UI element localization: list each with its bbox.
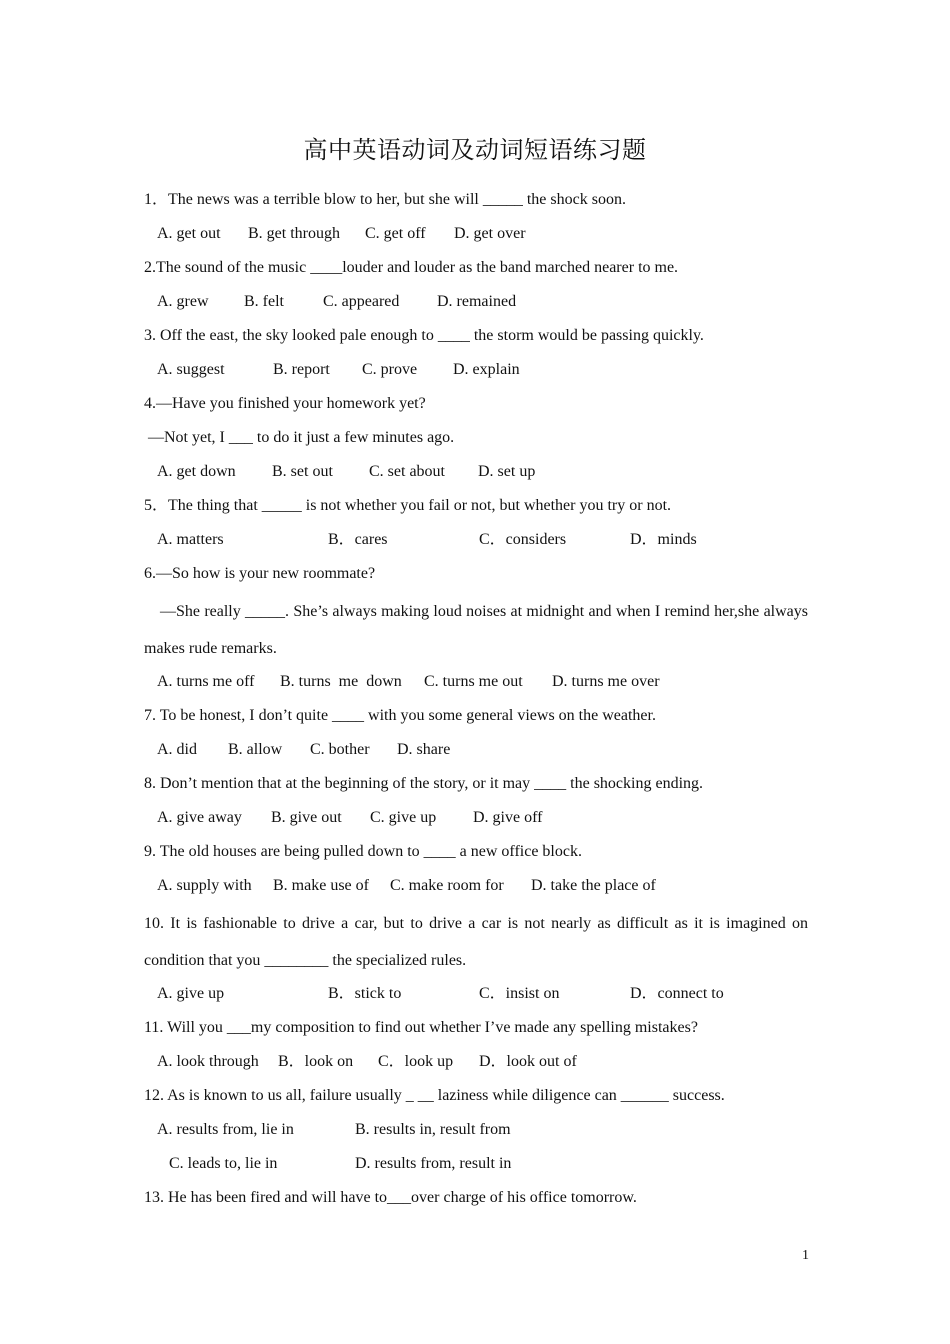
question-9-options [144, 871, 808, 905]
q6-option-d: D. turns me over [552, 673, 660, 690]
q11-option-b: B．look on [278, 1053, 354, 1070]
q9-option-b: B. make use of [273, 877, 369, 894]
q2-option-d: D. remained [437, 293, 517, 310]
question-6-stem: 6.—So how is your new roommate? [144, 565, 376, 582]
question-list [144, 185, 808, 1217]
q11-option-d: D．look out of [479, 1053, 577, 1070]
question-12-stem: 12. As is known to us all, failure usually _ __ laziness while diligence can ______ success. [144, 1087, 725, 1104]
q10-option-c: C．insist on [479, 985, 560, 1002]
q4-option-a: A. get down [157, 463, 236, 480]
question-7-stem: 7. To be honest, I don’t quite ____ with you some general views on the weather. [144, 707, 656, 724]
q11-option-c: C．look up [378, 1053, 454, 1070]
q7-option-c: C. bother [310, 741, 370, 758]
question-12-options-row1 [144, 1115, 808, 1149]
q12-option-c: C. leads to, lie in [169, 1155, 278, 1172]
question-5-options [144, 525, 808, 559]
page-title: 高中英语动词及动词短语练习题 [303, 136, 647, 164]
q6-option-b: B. turns me down [280, 673, 402, 690]
q3-option-a: A. suggest [157, 361, 225, 378]
question-7-options [144, 735, 808, 769]
q6-option-c: C. turns me out [424, 673, 523, 690]
q10-option-d: D．connect to [630, 985, 724, 1002]
q9-option-a: A. supply with [157, 877, 252, 894]
q4-option-c: C. set about [369, 463, 445, 480]
q10-option-a: A. give up [157, 985, 225, 1002]
question-12-options-row2 [144, 1149, 808, 1183]
q1-option-a: A. get out [157, 225, 221, 242]
question-4-options [144, 457, 808, 491]
question-4-stem: 4.—Have you finished your homework yet? [144, 395, 426, 412]
q8-option-b: B. give out [271, 809, 342, 826]
q5-option-c: C．considers [479, 531, 567, 548]
q7-option-b: B. allow [228, 741, 283, 758]
q9-option-c: C. make room for [390, 877, 504, 894]
question-4-reply: —Not yet, I ___ to do it just a few minutes ago. [144, 429, 455, 446]
q5-option-b: B．cares [328, 531, 388, 548]
q1-option-c: C. get off [365, 225, 426, 242]
q2-option-b: B. felt [244, 293, 284, 310]
q1-option-b: B. get through [248, 225, 340, 242]
q5-option-d: D．minds [630, 531, 697, 548]
q7-option-d: D. share [397, 741, 451, 758]
q5-option-a: A. matters [157, 531, 224, 548]
question-6-reply: —She really _____. She’s always making loud noises at midnight and when I remind her,she always makes rude remarks. [144, 603, 808, 657]
question-3-stem: 3. Off the east, the sky looked pale enough to ____ the storm would be passing quickly. [144, 327, 704, 344]
q3-option-c: C. prove [362, 361, 418, 378]
question-13-stem: 13. He has been fired and will have to___over charge of his office tomorrow. [144, 1189, 637, 1206]
q12-option-b: B. results in, result from [355, 1121, 511, 1138]
question-11-stem: 11. Will you ___my composition to find out whether I’ve made any spelling mistakes? [144, 1019, 698, 1036]
q4-option-b: B. set out [272, 463, 333, 480]
q7-option-a: A. did [157, 741, 197, 758]
q8-option-c: C. give up [370, 809, 437, 826]
question-6-options [144, 667, 808, 701]
q12-option-d: D. results from, result in [355, 1155, 512, 1172]
question-2-stem: 2.The sound of the music ____louder and louder as the band marched nearer to me. [144, 259, 679, 276]
q3-option-d: D. explain [453, 361, 520, 378]
q2-option-c: C. appeared [323, 293, 400, 310]
question-9-stem: 9. The old houses are being pulled down to ____ a new office block. [144, 843, 582, 860]
q8-option-d: D. give off [473, 809, 543, 826]
q2-option-a: A. grew [157, 293, 209, 310]
q11-option-a: A. look through [157, 1053, 259, 1070]
q6-option-a: A. turns me off [157, 673, 255, 690]
q9-option-d: D. take the place of [531, 877, 656, 894]
question-3-options [144, 355, 808, 389]
q1-option-d: D. get over [454, 225, 526, 242]
question-2-options [144, 287, 808, 321]
q3-option-b: B. report [273, 361, 330, 378]
q10-option-b: B．stick to [328, 985, 402, 1002]
question-11-options [144, 1047, 808, 1081]
question-10-options [144, 979, 808, 1013]
question-1-options [144, 219, 808, 253]
q8-option-a: A. give away [157, 809, 242, 826]
question-8-stem: 8. Don’t mention that at the beginning of the story, or it may ____ the shocking ending. [144, 775, 704, 792]
page-number: 1 [802, 1248, 809, 1263]
q12-option-a: A. results from, lie in [157, 1121, 294, 1138]
question-10-stem: 10. It is fashionable to drive a car, but to drive a car is not nearly as difficult as it is imagined on condition that you ________ the specialized rules. [144, 915, 808, 969]
question-1-stem: 1．The news was a terrible blow to her, but she will _____ the shock soon. [144, 191, 626, 208]
q4-option-d: D. set up [478, 463, 536, 480]
question-5-stem: 5．The thing that _____ is not whether you fail or not, but whether you try or not. [144, 497, 672, 514]
question-8-options [144, 803, 808, 837]
